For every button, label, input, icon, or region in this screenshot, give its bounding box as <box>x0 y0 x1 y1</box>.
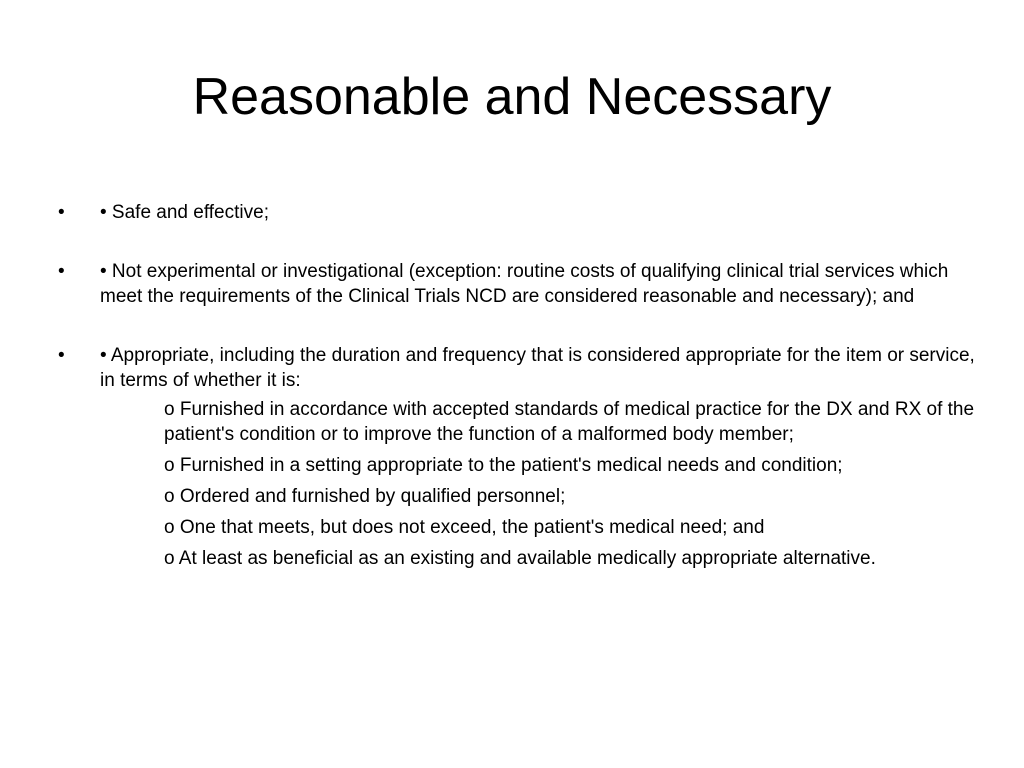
bullet-marker: • <box>58 202 65 223</box>
bullet-marker: • <box>58 345 65 366</box>
slide-title: Reasonable and Necessary <box>192 68 832 126</box>
bullet-text: • Safe and effective; <box>100 202 269 223</box>
bullet-list <box>58 200 978 577</box>
sub-item: o Furnished in a setting appropriate to the patient's medical needs and condition; <box>164 455 843 476</box>
bullet-item <box>58 200 978 225</box>
bullet-text: • Appropriate, including the duration and frequency that is considered appropriate for the item or service, in terms of whether it is: <box>100 345 975 391</box>
sub-item: o At least as beneficial as an existing and available medically appropriate alternative. <box>164 548 876 569</box>
bullet-marker: • <box>58 261 65 282</box>
sub-item: o One that meets, but does not exceed, the patient's medical need; and <box>164 517 765 538</box>
sub-item: o Furnished in accordance with accepted standards of medical practice for the DX and RX of the patient's condition or to improve the function of a malformed body member; <box>164 399 975 445</box>
sub-item: o Ordered and furnished by qualified personnel; <box>164 486 566 507</box>
bullet-item <box>58 259 978 309</box>
bullet-item <box>58 343 978 571</box>
sub-list <box>100 397 978 571</box>
bullet-text: • Not experimental or investigational (exception: routine costs of qualifying clinical trial services which meet the requirements of the Clinical Trials NCD are considered reasonable and necessary); and <box>100 261 949 307</box>
